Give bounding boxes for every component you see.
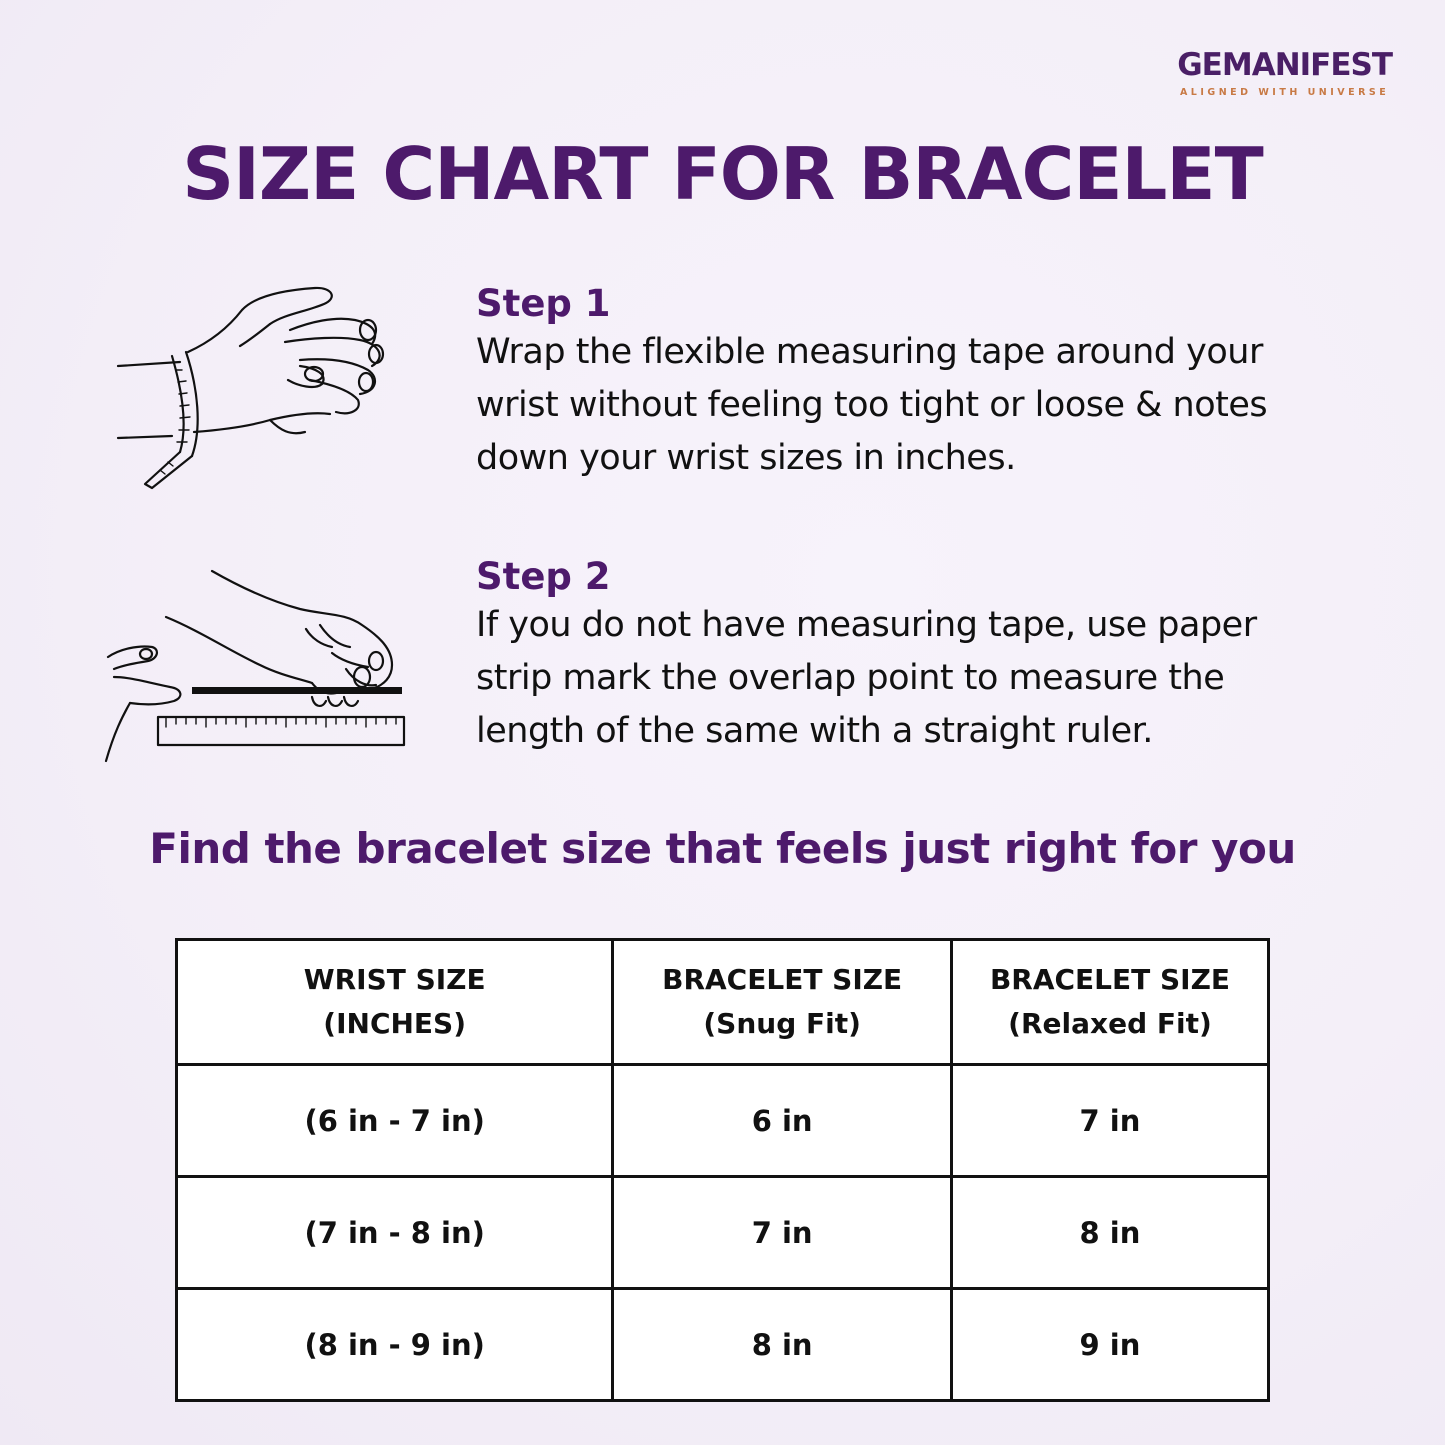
paper-strip-ruler-icon xyxy=(100,565,410,765)
wrist-size-cell: (6 in - 7 in) xyxy=(177,1065,613,1177)
step-2 xyxy=(476,555,1376,758)
header-snug-fit xyxy=(613,940,952,1065)
step-1-line: down your wrist sizes in inches. xyxy=(476,438,1016,479)
relaxed-fit-cell: 7 in xyxy=(951,1065,1268,1177)
step-2-line: If you do not have measuring tape, use paper xyxy=(476,605,1257,646)
step-1-text xyxy=(476,326,1376,485)
header-line: WRIST SIZE xyxy=(303,963,486,996)
step-2-text xyxy=(476,599,1376,758)
table-row xyxy=(177,1065,1269,1177)
table-header-row xyxy=(177,940,1269,1065)
header-relaxed-fit xyxy=(951,940,1268,1065)
size-finder-heading: Find the bracelet size that feels just right for you xyxy=(149,824,1296,873)
brand-name: GEMANIFEST xyxy=(1177,47,1392,83)
step-2-line: strip mark the overlap point to measure the xyxy=(476,658,1225,699)
step-2-line: length of the same with a straight ruler. xyxy=(476,711,1153,752)
header-line: (Relaxed Fit) xyxy=(1008,1007,1212,1040)
header-line: (Snug Fit) xyxy=(703,1007,861,1040)
size-chart-table xyxy=(175,938,1270,1402)
brand-tagline: ALIGNED WITH UNIVERSE xyxy=(1179,87,1390,98)
wrist-size-cell: (8 in - 9 in) xyxy=(177,1289,613,1401)
step-1-label: Step 1 xyxy=(476,282,611,325)
step-1-line: wrist without feeling too tight or loose & notes xyxy=(476,385,1268,426)
relaxed-fit-cell: 9 in xyxy=(951,1289,1268,1401)
brand-logo xyxy=(1177,47,1392,98)
snug-fit-cell: 6 in xyxy=(613,1065,952,1177)
header-line: BRACELET SIZE xyxy=(662,963,903,996)
step-2-label: Step 2 xyxy=(476,555,611,598)
page-title: SIZE CHART FOR BRACELET xyxy=(182,132,1263,216)
wrist-size-cell: (7 in - 8 in) xyxy=(177,1177,613,1289)
header-wrist-size xyxy=(177,940,613,1065)
table-row xyxy=(177,1289,1269,1401)
table-row xyxy=(177,1177,1269,1289)
snug-fit-cell: 8 in xyxy=(613,1289,952,1401)
header-line: BRACELET SIZE xyxy=(989,963,1231,996)
relaxed-fit-cell: 8 in xyxy=(951,1177,1268,1289)
step-1-line: Wrap the flexible measuring tape around your xyxy=(476,332,1263,373)
step-1 xyxy=(476,282,1376,485)
hand-measuring-tape-icon xyxy=(110,280,400,495)
snug-fit-cell: 7 in xyxy=(613,1177,952,1289)
header-line: (INCHES) xyxy=(323,1007,467,1040)
